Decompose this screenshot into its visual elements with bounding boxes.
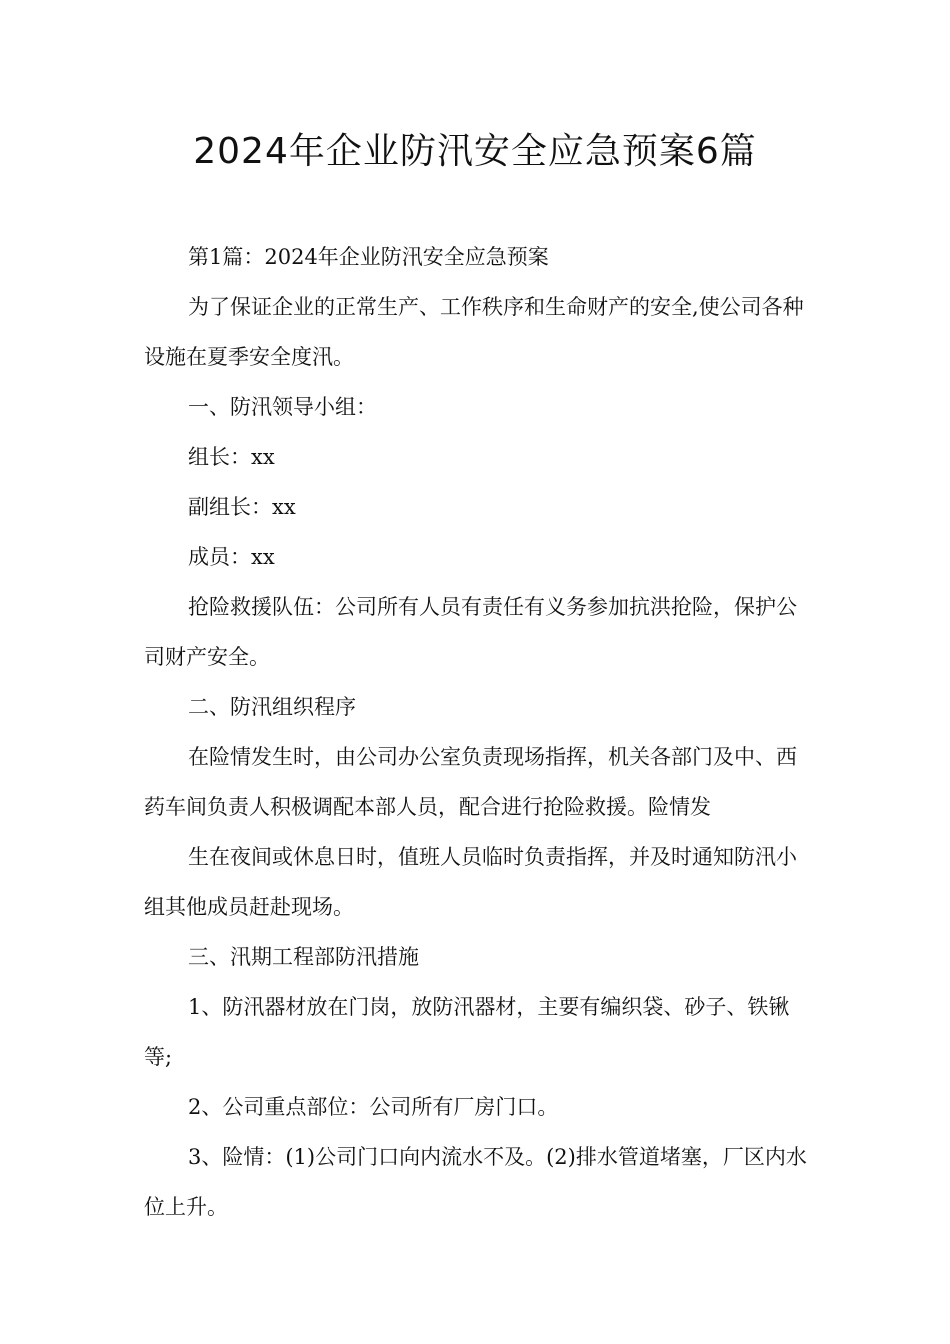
paragraph-section-three-heading: 三、汛期工程部防汛措施	[188, 945, 419, 969]
document-title: 2024年企业防汛安全应急预案6篇	[193, 131, 757, 172]
paragraph-measure-3: 3、险情：(1)公司门口向内流水不及。(2)排水管道堵塞，厂区内水位上升。	[144, 1145, 807, 1219]
paragraph-leader: 组长：xx	[188, 445, 275, 469]
paragraph-measure-2: 2、公司重点部位：公司所有厂房门口。	[188, 1095, 559, 1119]
paragraph-measure-1: 1、防汛器材放在门岗，放防汛器材，主要有编织袋、砂子、铁锹等;	[144, 995, 790, 1069]
paragraph-night-duty: 生在夜间或休息日时，值班人员临时负责指挥，并及时通知防汛小组其他成员赶赴现场。	[144, 845, 797, 919]
paragraph-command-procedure: 在险情发生时，由公司办公室负责现场指挥，机关各部门及中、西药车间负责人积极调配本部人员，配合进行抢险救援。险情发	[144, 745, 797, 819]
paragraph-section-one-heading: 一、防汛领导小组：	[188, 395, 377, 419]
paragraph-section-two-heading: 二、防汛组织程序	[188, 695, 356, 719]
paragraph-chapter-heading: 第1篇：2024年企业防汛安全应急预案	[188, 245, 549, 269]
paragraph-rescue-team: 抢险救援队伍：公司所有人员有责任有义务参加抗洪抢险，保护公司财产安全。	[144, 595, 797, 669]
paragraph-deputy-leader: 副组长：xx	[188, 495, 296, 519]
document-body	[144, 232, 816, 1232]
paragraph-purpose: 为了保证企业的正常生产、工作秩序和生命财产的安全,使公司各种设施在夏季安全度汛。	[144, 295, 804, 369]
paragraph-members: 成员：xx	[188, 545, 275, 569]
